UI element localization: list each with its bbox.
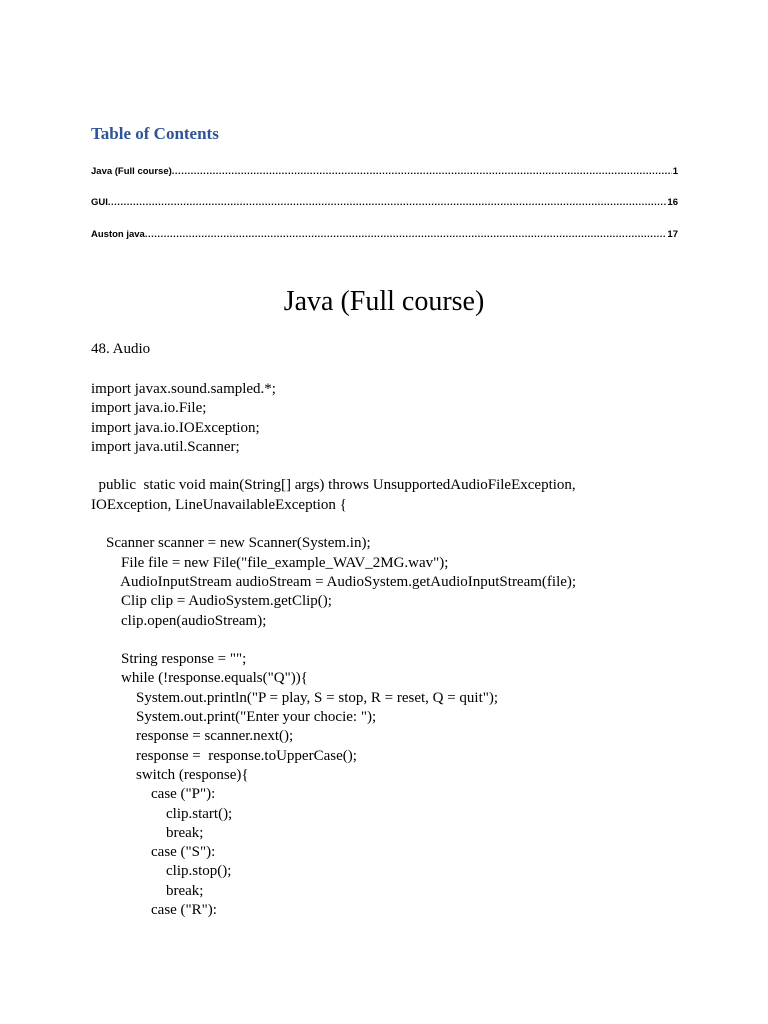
section-subheading: 48. Audio [91, 341, 151, 357]
toc-entry-java-full-course[interactable] [91, 166, 678, 178]
toc-entry-auston-java[interactable] [91, 229, 678, 241]
code-block [91, 380, 576, 920]
code-line: clip.start(); [91, 805, 233, 822]
toc-leader-dots [172, 166, 672, 178]
code-line: case ("P"): [91, 786, 216, 803]
toc-entry-page: 1 [672, 166, 678, 177]
code-line: import java.io.IOException; [91, 419, 260, 436]
code-line: case ("R"): [91, 902, 217, 919]
code-line: response = response.toUpperCase(); [91, 747, 357, 764]
code-line: import javax.sound.sampled.*; [91, 381, 276, 397]
toc-entry-label: Auston java [91, 229, 145, 240]
code-line: import java.io.File; [91, 400, 207, 417]
toc-entry-gui[interactable] [91, 197, 678, 209]
code-line: case ("S"): [91, 844, 216, 861]
code-line: clip.stop(); [91, 863, 232, 880]
code-line: Clip clip = AudioSystem.getClip(); [91, 593, 332, 610]
code-line: File file = new File("file_example_WAV_2MG.wav"); [91, 554, 449, 571]
toc-entry-label: GUI [91, 197, 108, 208]
code-line: switch (response){ [91, 766, 249, 783]
code-line: Scanner scanner = new Scanner(System.in); [91, 535, 371, 552]
code-line: String response = ""; [91, 651, 247, 668]
code-line: IOException, LineUnavailableException { [91, 496, 347, 513]
toc-title: Table of Contents [91, 124, 219, 143]
toc-leader-dots [108, 197, 667, 209]
code-line [91, 515, 576, 534]
toc-entry-page: 17 [667, 229, 678, 240]
code-line: response = scanner.next(); [91, 728, 294, 745]
code-line [91, 631, 576, 650]
code-line [91, 457, 576, 476]
code-line: AudioInputStream audioStream = AudioSystem.getAudioInputStream(file); [91, 573, 577, 590]
section-heading: Java (Full course) [283, 286, 485, 317]
code-line: System.out.println("P = play, S = stop, R = reset, Q = quit"); [91, 689, 499, 706]
code-line: break; [91, 824, 204, 841]
code-line: import java.util.Scanner; [91, 438, 240, 455]
code-line: while (!response.equals("Q")){ [91, 670, 308, 687]
code-line: System.out.print("Enter your chocie: "); [91, 709, 377, 726]
code-line: break; [91, 882, 204, 899]
toc-entry-page: 16 [667, 197, 678, 208]
toc-leader-dots [145, 229, 667, 241]
code-line: public static void main(String[] args) throws UnsupportedAudioFileException, [91, 477, 576, 494]
code-line: clip.open(audioStream); [91, 612, 267, 629]
toc-entry-label: Java (Full course) [91, 166, 172, 177]
